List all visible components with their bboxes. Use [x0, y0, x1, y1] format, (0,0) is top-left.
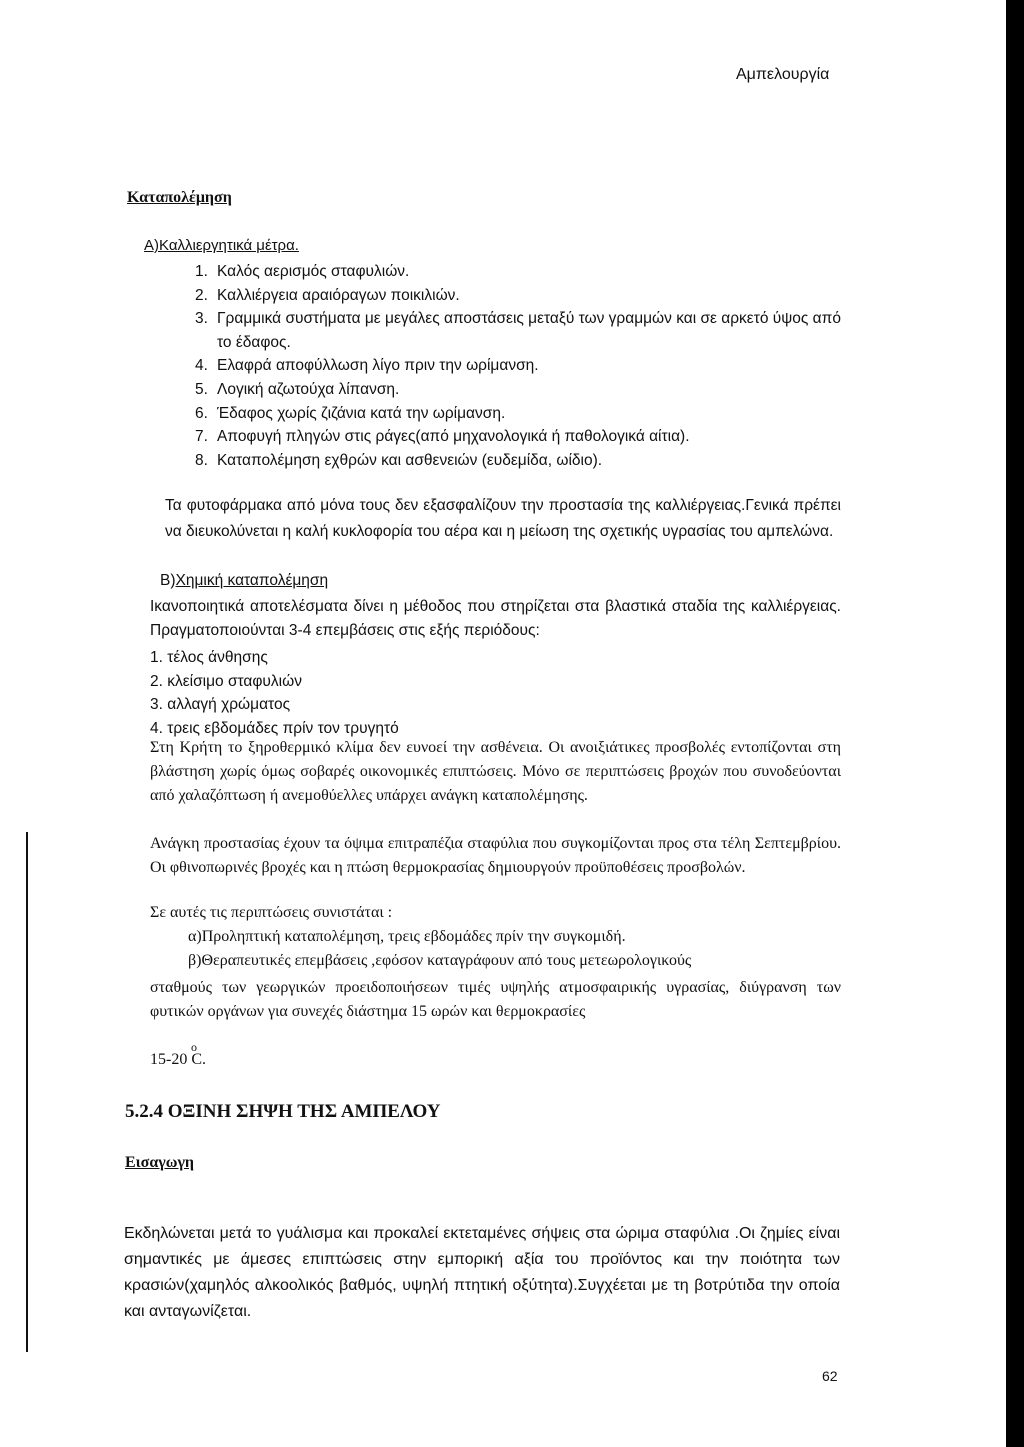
cultivation-measures-list	[195, 260, 855, 472]
list-item: 5. Λογική αζωτούχα λίπανση.	[195, 380, 400, 398]
list-item: 1. τέλος άνθησης	[150, 649, 268, 666]
chemical-control-paragraph: Ικανοποιητικά αποτελέσματα δίνει η μέθοδος που στηρίζεται στα βλαστικά σταδία της καλλιέργειας. Πραγματοποιούνται 3-4 επεμβάσεις στις εξής περιόδους:	[150, 598, 841, 639]
list-item: 3. Γραμμικά συστήματα με μεγάλες αποστάσεις μεταξύ των γραμμών και σε αρκετό ύψος από το έδαφος.	[195, 310, 841, 351]
section-title: Καταπολέμηση	[127, 189, 232, 206]
subsection-b-title: Β)Χημική καταπολέμηση	[160, 572, 329, 589]
crete-climate-paragraph: Στη Κρήτη το ξηροθερμικό κλίμα δεν ευνοεί την ασθένεια. Οι ανοιξιάτικες προσβολές εντοπίζονται στη βλάστηση χωρίς όμως σοβαρές οικονομικές επιπτώσεις. Μόνο σε περιπτώσεις βροχών που συνοδεύονται από χαλαζόπτωση ή ανεμοθύελλες υπάρχει ανάγκη καταπολέμησης.	[150, 739, 841, 804]
section-heading: 5.2.4 ΟΞΙΝΗ ΣΗΨΗ ΤΗΣ ΑΜΠΕΛΟΥ	[125, 1101, 441, 1122]
list-item: 3. αλλαγή χρώματος	[150, 696, 291, 713]
list-item: 2. κλείσιμο σταφυλιών	[150, 672, 302, 690]
list-item: 8. Καταπολέμηση εχθρών και ασθενειών (ευδεμίδα, ωίδιο).	[195, 451, 603, 469]
list-item: 7. Αποφυγή πληγών στις ράγες(από μηχανολογικά ή παθολογικά αίτια).	[195, 428, 690, 446]
list-item: 1. Καλός αερισμός σταφυλιών.	[195, 263, 410, 280]
option-a-line: α)Προληπτική καταπολέμηση, τρεις εβδομάδες πρίν την συγκομιδή.	[188, 928, 626, 945]
pesticides-paragraph: Τα φυτοφάρμακα από μόνα τους δεν εξασφαλίζουν την προστασία της καλλιέργειας.Γενικά πρέπει να διευκολύνεται η καλή κυκλοφορία του αέρα και η μείωση της σχετικής υγρασίας του αμπελώνα.	[165, 497, 841, 540]
introduction-title: Εισαγωγη	[125, 1154, 195, 1171]
option-b-continuation: σταθμούς των γεωργικών προειδοποιήσεων τιμές υψηλής ατμοσφαιρικής υγρασίας, διύγρανση των φυτικών οργάνων για συνεχές διάστημα 15 ωρών και θερμοκρασίες	[150, 979, 841, 1020]
treatment-periods-list	[150, 646, 399, 740]
degree-symbol: o	[191, 1040, 197, 1054]
list-item: 6. Έδαφος χωρίς ζιζάνια κατά την ωρίμανση.	[195, 404, 506, 422]
option-b-first-line: β)Θεραπευτικές επεμβάσεις ,εφόσον καταγράφουν από τους μετεωρολογικούς	[188, 952, 692, 969]
list-item: 2. Καλλιέργεια αραιόραγων ποικιλιών.	[195, 286, 460, 304]
list-item: 4. τρεις εβδομάδες πρίν τον τρυγητό	[150, 719, 399, 737]
margin-scan-line	[26, 832, 28, 1352]
subsection-a-title: Α)Καλλιεργητικά μέτρα.	[144, 237, 299, 254]
late-table-grapes-paragraph: Ανάγκη προστασίας έχουν τα όψιμα επιτραπέζια σταφύλια που συγκομίζονται προς στα τέλη Σεπτεμβρίου. Οι φθινοπωρινές βροχές και η πτώση θερμοκρασίας δημιουργούν προϋποθέσεις προσβολών.	[150, 835, 841, 876]
running-header: Αμπελουργία	[736, 66, 830, 83]
list-item: 4. Ελαφρά αποφύλλωση λίγο πριν την ωρίμανση.	[195, 357, 539, 375]
temperature-range: 15-20 C.	[150, 1051, 206, 1068]
introduction-paragraph: Εκδηλώνεται μετά το γυάλισμα και προκαλεί εκτεταμένες σήψεις στα ώριμα σταφύλια .Οι ζημίες είναι σημαντικές με άμεσες επιπτώσεις στην εμπορική αξία του προϊόντος και την ποιότητα των κρασιών(χαμηλός αλκοολικός βαθμός, υψηλή πτητική οξύτητα).Συγχέεται με τη βοτρύτιδα την οποία και ανταγωνίζεται.	[124, 1225, 840, 1320]
page-number: 62	[822, 1368, 838, 1384]
recommendation-intro: Σε αυτές τις περιπτώσεις συνιστάται :	[150, 904, 393, 921]
